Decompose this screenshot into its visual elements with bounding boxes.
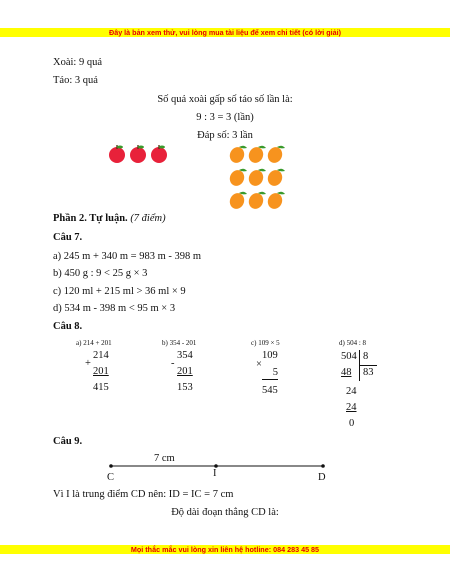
- apple-count-line: Táo: 3 quả: [53, 75, 98, 86]
- footer-notice: Mọi thắc mắc vui lòng xin liên hệ hotline: 084 283 45 85: [0, 545, 450, 554]
- point-d-label: D: [318, 472, 326, 483]
- mango-icon: [227, 145, 247, 165]
- cau8-d-dividend: 504: [341, 351, 357, 362]
- cau8-c-op: ×: [256, 359, 262, 370]
- cau9-line1: Vì I là trung điểm CD nên: ID = IC = 7 cm: [53, 489, 234, 500]
- ratio-answer: Đáp số: 3 lần: [197, 130, 253, 141]
- cau8-c-label: c) 109 × 5: [251, 339, 280, 347]
- cau9-line2: Độ dài đoạn thẳng CD là:: [171, 507, 279, 518]
- mango-icon: [265, 168, 285, 188]
- segment-cd-diagram: [108, 462, 328, 470]
- mango-icon: [246, 191, 266, 211]
- cau8-b-bottom: 201: [177, 366, 193, 377]
- apples-illustration: [108, 144, 170, 164]
- cau8-d-remainder-1: 24: [346, 386, 357, 397]
- cau8-b-op: -: [171, 358, 175, 369]
- cau8-c-top: 109: [262, 350, 278, 361]
- apple-icon: [109, 145, 125, 163]
- cau8-d-label: d) 504 : 8: [339, 339, 367, 347]
- cau8-title: Câu 8.: [53, 321, 83, 332]
- cau8-d-divisor-line: [359, 365, 377, 366]
- cau8-b-top: 354: [177, 350, 193, 361]
- point-c-dot: [109, 464, 113, 468]
- mangoes-illustration: [228, 144, 286, 212]
- mango-icon: [246, 168, 266, 188]
- apple-icon: [151, 145, 167, 163]
- mango-icon: [227, 191, 247, 211]
- mango-icon: [227, 168, 247, 188]
- cau8-d-remainder-2: 0: [349, 418, 355, 429]
- cau7-item-b: b) 450 g : 9 < 25 g × 3: [53, 268, 148, 279]
- cau8-d-divisor: 8: [363, 351, 369, 362]
- cau8-a-label: a) 214 + 201: [76, 339, 112, 347]
- cau8-b-label: b) 354 - 201: [162, 339, 197, 347]
- mango-icon: [265, 191, 285, 211]
- cau9-title: Câu 9.: [53, 436, 83, 447]
- cau8-b-result: 153: [177, 382, 193, 393]
- cau8-a-op: +: [85, 358, 91, 369]
- header-notice: Đây là bản xem thử, vui lòng mua tài liệu để xem chi tiết (có lời giải): [0, 28, 450, 37]
- ratio-question: Số quả xoài gấp số táo số lần là:: [157, 94, 293, 105]
- cau7-item-c: c) 120 ml + 215 ml > 36 ml × 9: [53, 286, 186, 297]
- cau8-d-quotient: 83: [363, 367, 374, 378]
- mango-icon: [246, 145, 266, 165]
- mango-count-line: Xoài: 9 quả: [53, 57, 102, 68]
- cau8-a-top: 214: [93, 350, 109, 361]
- part2-title: Phần 2. Tự luận.: [53, 213, 128, 224]
- cau7-item-d: d) 534 m - 398 m < 95 m × 3: [53, 303, 176, 314]
- point-c-label: C: [107, 472, 115, 483]
- part2-heading: [53, 213, 166, 224]
- cau8-d-subtract-1: 48: [341, 367, 352, 378]
- point-i-label: I: [213, 468, 217, 479]
- cau7-item-a: a) 245 m + 340 m = 983 m - 398 m: [53, 251, 202, 262]
- part2-points: (7 điểm): [130, 213, 166, 224]
- segment-length-label: 7 cm: [154, 453, 175, 464]
- point-d-dot: [321, 464, 325, 468]
- cau8-a-bottom: 201: [93, 366, 109, 377]
- cau8-d-subtract-2: 24: [346, 402, 357, 413]
- cau7-title: Câu 7.: [53, 232, 83, 243]
- apple-icon: [130, 145, 146, 163]
- mango-icon: [265, 145, 285, 165]
- cau8-a-result: 415: [93, 382, 109, 393]
- cau8-c-result: 545: [262, 385, 278, 396]
- cau8-c-bottom: 5: [262, 366, 278, 380]
- ratio-calculation: 9 : 3 = 3 (lần): [196, 112, 254, 123]
